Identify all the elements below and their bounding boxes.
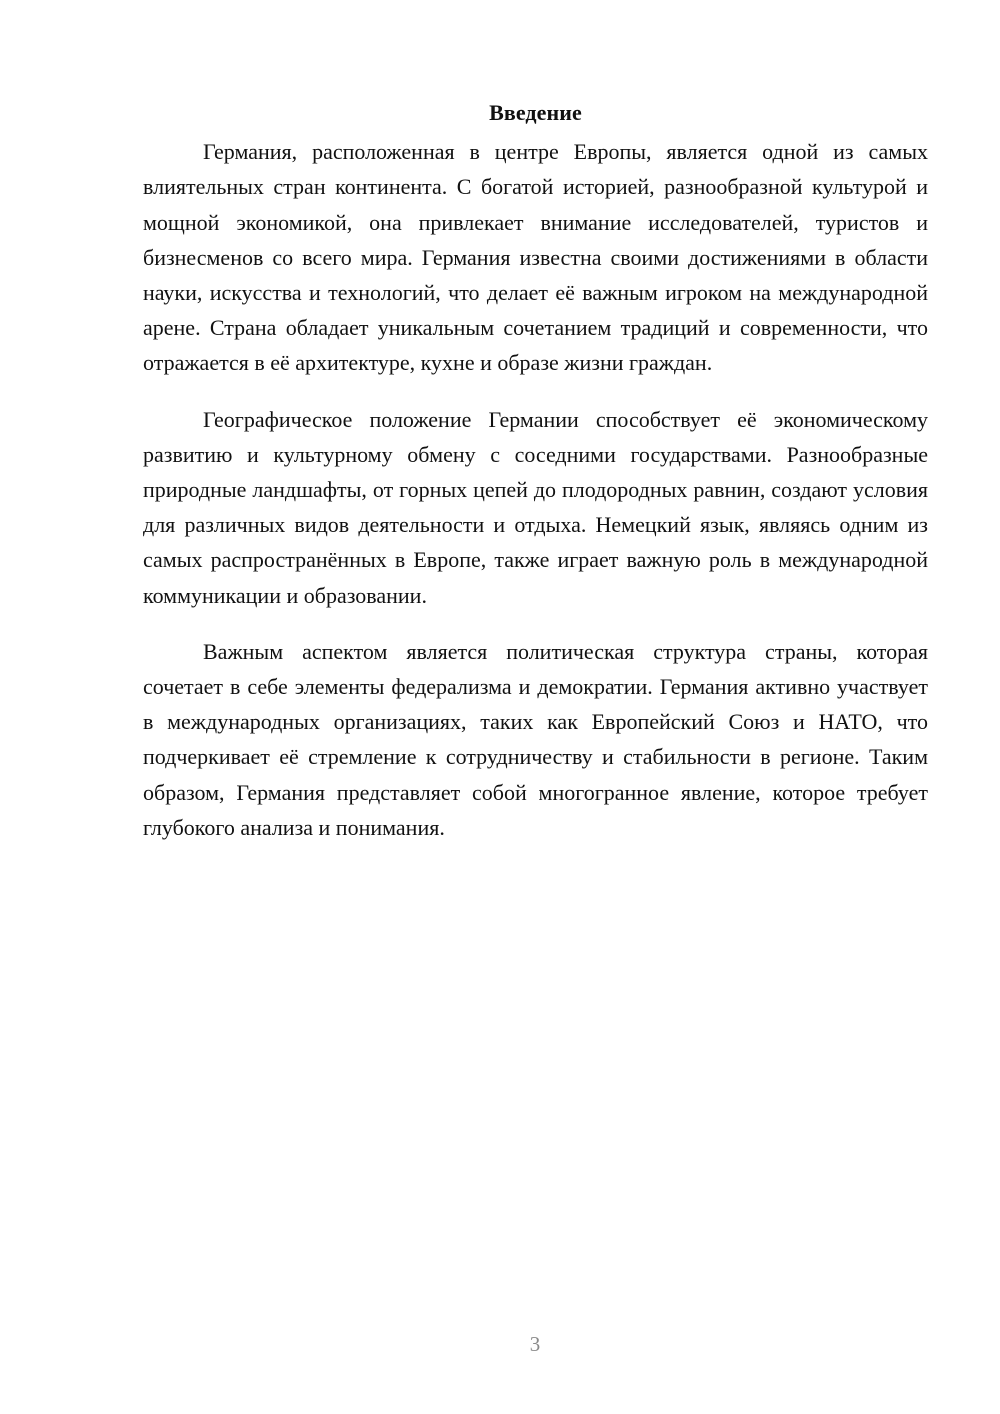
page-number: 3 bbox=[529, 1332, 541, 1356]
page-content bbox=[143, 95, 928, 866]
paragraph-1: Германия, расположенная в центре Европы, является одной из самых влиятельных стран континента. С богатой историей, разнообразной культурой и мощной экономикой, она привлекает внимание исследователей, туристов и бизнесменов со всего мира. Германия известна своими достижениями в области науки, искусства и технологий, что делает её важным игроком на международной арене. Страна обладает уникальным сочетанием традиций и современности, что отражается в её архитектуре, кухне и образе жизни граждан. bbox=[143, 139, 928, 376]
section-title: Введение bbox=[489, 100, 582, 125]
paragraph-3: Важным аспектом является политическая структура страны, которая сочетает в себе элементы федерализма и демократии. Германия активно участвует в международных организациях, таких как Европейский Союз и НАТО, что подчеркивает её стремление к сотрудничеству и стабильности в регионе. Таким образом, Германия представляет собой многогранное явление, которое требует глубокого анализа и понимания. bbox=[143, 638, 928, 840]
paragraph-2: Географическое положение Германии способствует её экономическому развитию и культурному обмену с соседними государствами. Разнообразные природные ландшафты, от горных цепей до плодородных равнин, создают условия для различных видов деятельности и отдыха. Немецкий язык, являясь одним из самых распространённых в Европе, также играет важную роль в международной коммуникации и образовании. bbox=[143, 406, 928, 608]
